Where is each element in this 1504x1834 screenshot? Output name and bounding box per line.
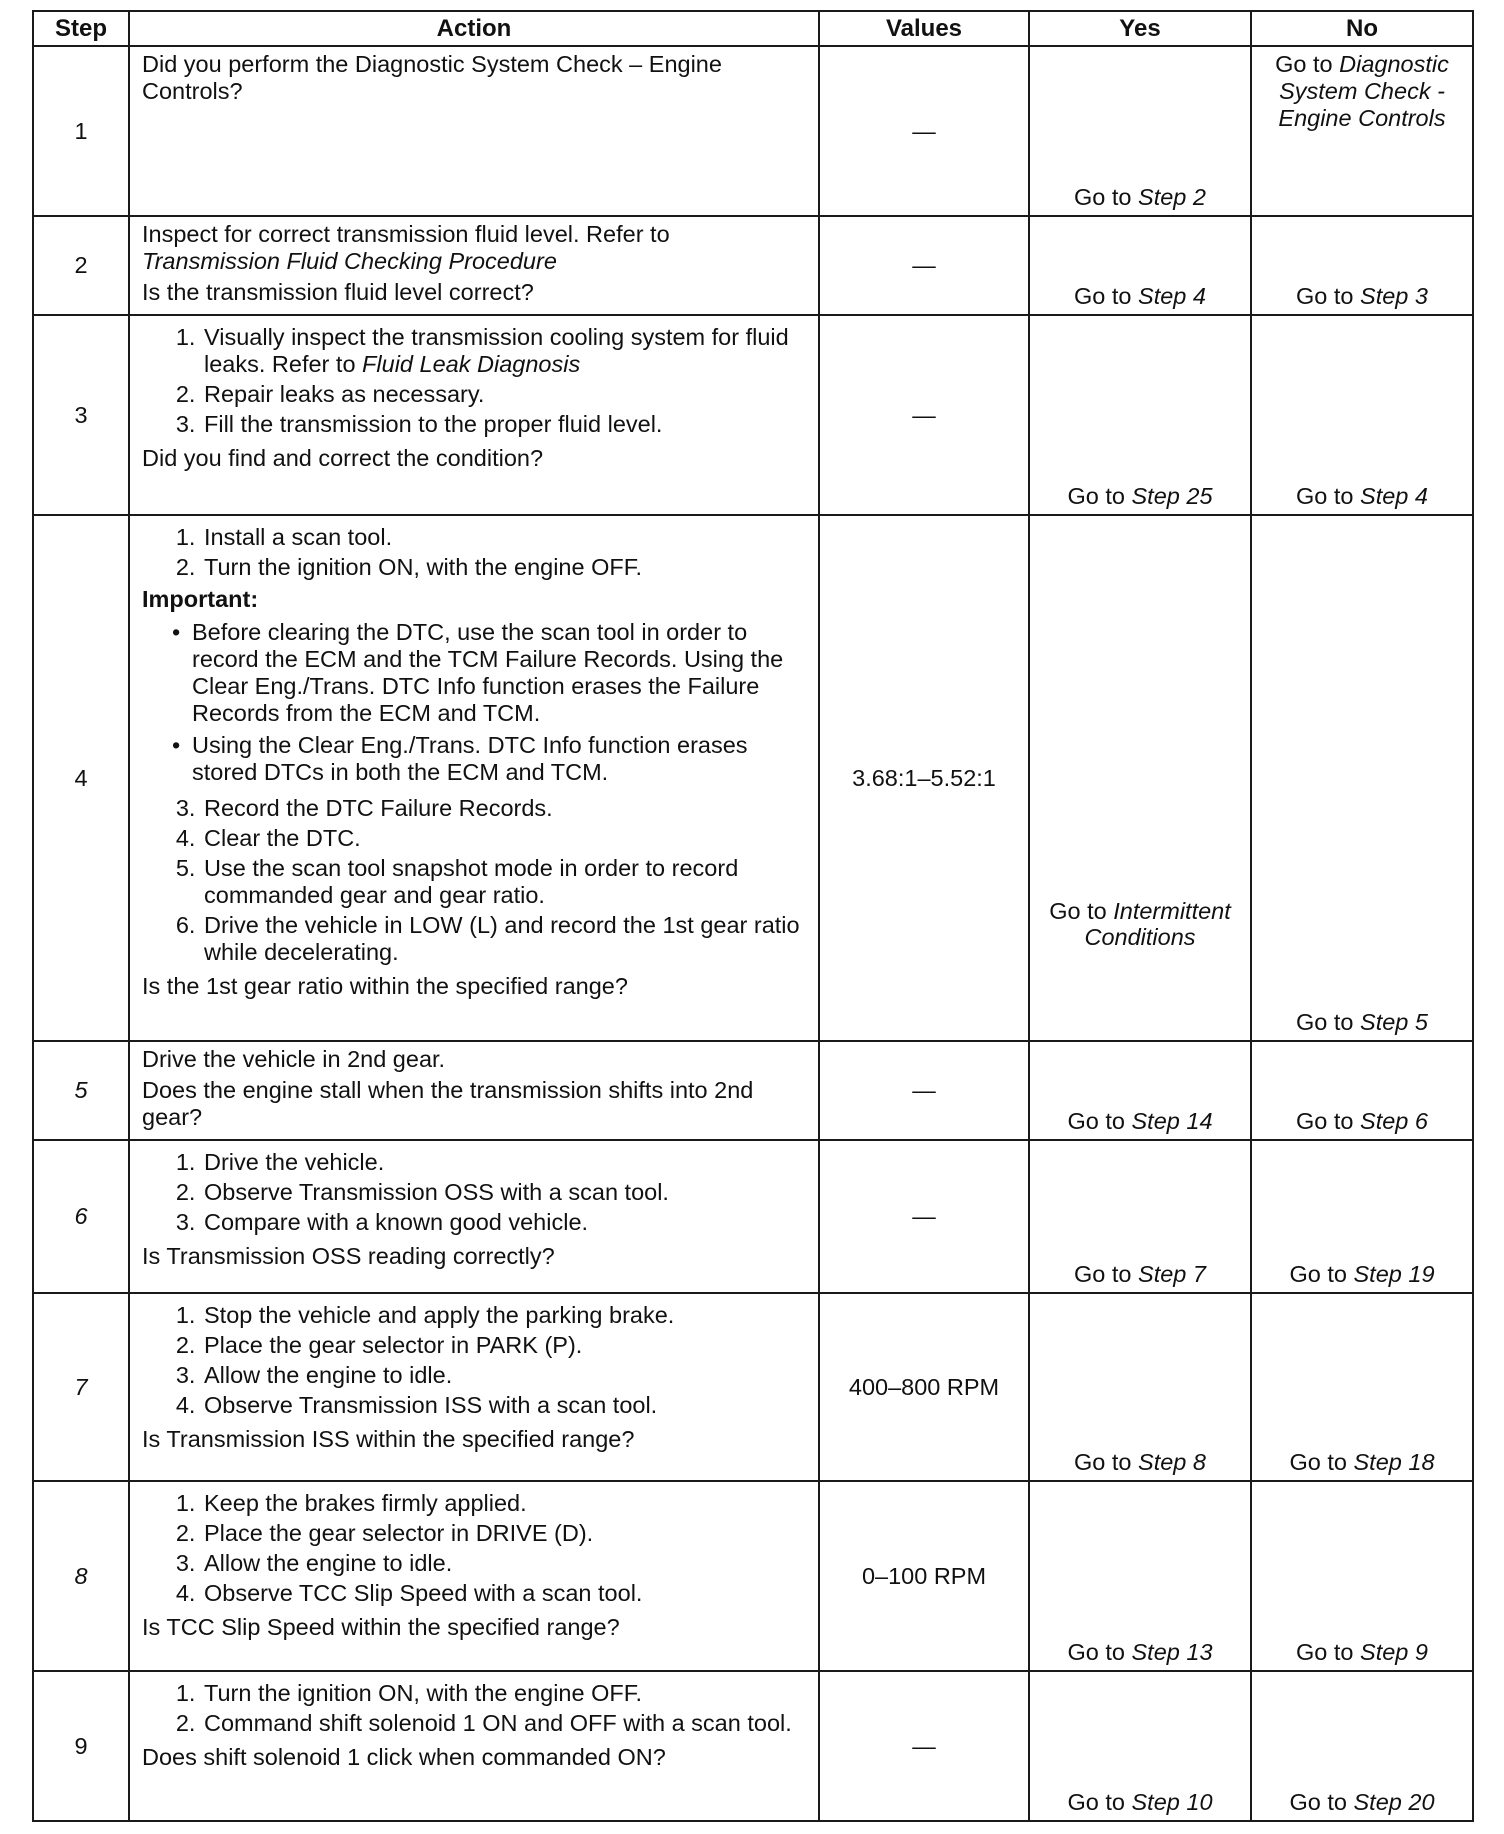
list-item: 3. Allow the engine to idle.	[202, 1362, 808, 1389]
no-cell	[1251, 46, 1473, 216]
action-steps	[142, 1680, 808, 1740]
action-cell	[129, 1140, 819, 1293]
action-question: Is the transmission fluid level correct?	[142, 279, 534, 305]
value-cell: 400–800 RPM	[819, 1293, 1029, 1481]
step-number: 5	[33, 1041, 129, 1140]
no-cell	[1251, 216, 1473, 315]
list-item: 2. Command shift solenoid 1 ON and OFF with a scan tool.	[202, 1710, 808, 1737]
list-item: 1. Drive the vehicle.	[202, 1149, 808, 1176]
no-goto[interactable]: Go to Step 6	[1296, 1108, 1428, 1134]
list-item: 3. Compare with a known good vehicle.	[202, 1209, 808, 1236]
step-number: 2	[33, 216, 129, 315]
no-goto[interactable]: Go to Step 9	[1296, 1639, 1428, 1665]
action-question: Did you find and correct the condition?	[142, 445, 544, 471]
action-cell	[129, 1481, 819, 1671]
step-number: 6	[33, 1140, 129, 1293]
list-item: 1. Keep the brakes firmly applied.	[202, 1490, 808, 1517]
value-cell: —	[819, 216, 1029, 315]
value-cell: —	[819, 46, 1029, 216]
action-cell	[129, 46, 819, 216]
list-item: • Using the Clear Eng./Trans. DTC Info function erases stored DTCs in both the ECM and TCM.	[192, 732, 808, 786]
value-cell: —	[819, 1041, 1029, 1140]
action-question: Is Transmission ISS within the specified range?	[142, 1426, 635, 1452]
list-item: 4. Observe Transmission ISS with a scan tool.	[202, 1392, 808, 1419]
yes-goto[interactable]: Go to Intermittent Conditions	[1049, 898, 1231, 950]
step-number: 3	[33, 315, 129, 515]
step-number: 4	[33, 515, 129, 1041]
table-row	[33, 216, 1473, 315]
action-question: Does shift solenoid 1 click when commanded ON?	[142, 1744, 666, 1770]
no-cell	[1251, 1041, 1473, 1140]
no-cell	[1251, 515, 1473, 1041]
no-goto[interactable]: Go to Step 18	[1289, 1449, 1435, 1475]
table-row	[33, 1293, 1473, 1481]
no-cell	[1251, 1293, 1473, 1481]
no-goto[interactable]: Go to Step 3	[1296, 283, 1428, 309]
list-item: 4. Observe TCC Slip Speed with a scan tool.	[202, 1580, 808, 1607]
action-steps	[142, 1490, 808, 1610]
no-cell	[1251, 315, 1473, 515]
action-steps	[142, 1149, 808, 1239]
action-cell	[129, 1041, 819, 1140]
value-cell: —	[819, 1671, 1029, 1821]
action-question: Is TCC Slip Speed within the specified range?	[142, 1614, 620, 1640]
yes-goto[interactable]: Go to Step 25	[1067, 483, 1213, 509]
list-item: 4. Clear the DTC.	[202, 825, 808, 852]
list-item: 1. Install a scan tool.	[202, 524, 808, 551]
list-item: 2. Repair leaks as necessary.	[202, 381, 808, 408]
table-row	[33, 46, 1473, 216]
list-item: 5. Use the scan tool snapshot mode in order to record commanded gear and gear ratio.	[202, 855, 808, 909]
value-cell: 0–100 RPM	[819, 1481, 1029, 1671]
table-row	[33, 1671, 1473, 1821]
list-item: 3. Fill the transmission to the proper fluid level.	[202, 411, 808, 438]
yes-cell	[1029, 1481, 1251, 1671]
table-row	[33, 1041, 1473, 1140]
important-notes	[142, 619, 808, 791]
yes-cell	[1029, 1041, 1251, 1140]
list-item: 1. Turn the ignition ON, with the engine OFF.	[202, 1680, 808, 1707]
table-row	[33, 1140, 1473, 1293]
yes-cell	[1029, 1140, 1251, 1293]
step-number: 8	[33, 1481, 129, 1671]
header-step: Step	[33, 11, 129, 46]
list-item: 1. Visually inspect the transmission cooling system for fluid leaks. Refer to Fluid Leak Diagnosis	[202, 324, 808, 378]
no-goto[interactable]: Go to Step 20	[1289, 1789, 1435, 1815]
yes-goto[interactable]: Go to Step 14	[1067, 1108, 1213, 1134]
step-ref: Step 2	[1138, 184, 1206, 210]
step-number: 9	[33, 1671, 129, 1821]
action-cell	[129, 515, 819, 1041]
yes-goto[interactable]: Go to Step 2	[1074, 184, 1206, 210]
yes-goto[interactable]: Go to Step 13	[1067, 1639, 1213, 1665]
header-no: No	[1251, 11, 1473, 46]
action-steps	[142, 1302, 808, 1422]
value-cell: —	[819, 1140, 1029, 1293]
action-cell	[129, 315, 819, 515]
yes-cell	[1029, 315, 1251, 515]
no-goto[interactable]: Go to Diagnostic System Check - Engine Controls	[1275, 51, 1449, 131]
step-number: 7	[33, 1293, 129, 1481]
action-question: Is the 1st gear ratio within the specified range?	[142, 973, 628, 999]
yes-goto[interactable]: Go to Step 8	[1074, 1449, 1206, 1475]
list-item: 6. Drive the vehicle in LOW (L) and record the 1st gear ratio while decelerating.	[202, 912, 808, 966]
yes-goto[interactable]: Go to Step 7	[1074, 1261, 1206, 1287]
important-label: Important:	[142, 586, 259, 612]
action-steps	[142, 324, 808, 441]
yes-cell	[1029, 216, 1251, 315]
header-values: Values	[819, 11, 1029, 46]
header-yes: Yes	[1029, 11, 1251, 46]
list-item: 3. Allow the engine to idle.	[202, 1550, 808, 1577]
header-row	[33, 11, 1473, 46]
action-steps	[142, 524, 808, 584]
no-goto[interactable]: Go to Step 4	[1296, 483, 1428, 509]
action-question: Does the engine stall when the transmission shifts into 2nd gear?	[142, 1077, 754, 1130]
no-goto[interactable]: Go to Step 19	[1289, 1261, 1435, 1287]
yes-cell	[1029, 46, 1251, 216]
yes-goto[interactable]: Go to Step 4	[1074, 283, 1206, 309]
action-cell	[129, 1293, 819, 1481]
no-cell	[1251, 1481, 1473, 1671]
list-item: 2. Place the gear selector in PARK (P).	[202, 1332, 808, 1359]
list-item: 2. Place the gear selector in DRIVE (D).	[202, 1520, 808, 1547]
action-text: Did you perform the Diagnostic System Check – Engine Controls?	[142, 51, 722, 104]
yes-goto[interactable]: Go to Step 10	[1067, 1789, 1213, 1815]
yes-cell	[1029, 1293, 1251, 1481]
list-item: 2. Observe Transmission OSS with a scan tool.	[202, 1179, 808, 1206]
list-item: 2. Turn the ignition ON, with the engine OFF.	[202, 554, 808, 581]
no-cell	[1251, 1671, 1473, 1821]
action-cell	[129, 216, 819, 315]
value-cell: 3.68:1–5.52:1	[819, 515, 1029, 1041]
action-text: Inspect for correct transmission fluid level. Refer to Transmission Fluid Checking Procedure	[142, 221, 670, 274]
table-row	[33, 515, 1473, 1041]
value-cell: —	[819, 315, 1029, 515]
yes-cell	[1029, 1671, 1251, 1821]
diagnostic-table	[32, 10, 1474, 1822]
yes-cell	[1029, 515, 1251, 1041]
table-row	[33, 315, 1473, 515]
header-action: Action	[129, 11, 819, 46]
action-cell	[129, 1671, 819, 1821]
action-question: Is Transmission OSS reading correctly?	[142, 1243, 555, 1269]
no-goto[interactable]: Go to Step 5	[1296, 1009, 1428, 1035]
list-item: 1. Stop the vehicle and apply the parking brake.	[202, 1302, 808, 1329]
step-number: 1	[33, 46, 129, 216]
no-cell	[1251, 1140, 1473, 1293]
action-text: Drive the vehicle in 2nd gear.	[142, 1046, 446, 1072]
list-item: 3. Record the DTC Failure Records.	[202, 795, 808, 822]
list-item: • Before clearing the DTC, use the scan tool in order to record the ECM and the TCM Failure Records. Using the Clear Eng./Trans. DTC Info function erases the Failure Records from the ECM and TCM.	[192, 619, 808, 727]
action-steps	[142, 795, 808, 969]
table-row	[33, 1481, 1473, 1671]
